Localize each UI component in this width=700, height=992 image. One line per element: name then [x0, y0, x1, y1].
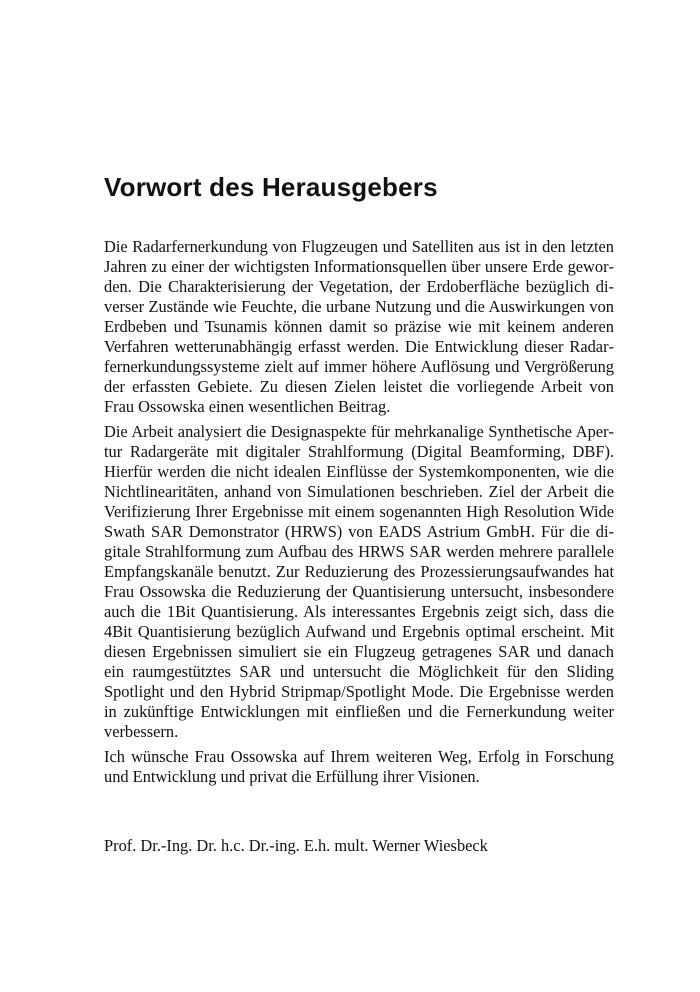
paragraph-wishes: Ich wünsche Frau Ossowska auf Ihrem weiteren Weg, Erfolg in Forschung und Entwicklung und privat die Erfüllung ihrer Visionen. — [104, 747, 614, 786]
paragraph-analysis: Die Arbeit analysiert die Designaspekte für mehrkanalige Synthetische Apertur Radargeräte mit digitaler Strahlformung (Digital Beamforming, DBF). Hierfür werden die nicht idealen Einflüsse der Systemkomponenten, wie die Nichtlinearitäten, anhand von Simulationen beschrieben. Ziel der Arbeit die Verifizierung Ihrer Ergebnisse mit einem sogenannten High Resolution Wide Swath SAR Demonstrator (HRWS) von EADS Astrium GmbH. Für die digitale Strahlformung zum Aufbau des HRWS SAR werden mehrere parallele Empfangskanäle benutzt. Zur Reduzierung des Prozessierungsaufwandes hat Frau Ossowska die Reduzierung der Quantisierung untersucht, insbesondere auch die 1Bit Quantisierung. Als interessantes Ergebnis zeigt sich, dass die 4Bit Quantisierung bezüglich Aufwand und Ergebnis optimal erscheint. Mit diesen Ergebnissen simuliert sie ein Flugzeug getragenes SAR und danach ein raumgestütztes SAR und untersucht die Möglichkeit für den Sliding Spotlight und den Hybrid Stripmap/Spotlight Mode. Die Ergebnisse werden in zukünftige Entwicklungen mit einfließen und die Fernerkundung weiter verbessern. — [104, 422, 614, 741]
author-signature: Prof. Dr.-Ing. Dr. h.c. Dr.-ing. E.h. mult. Werner Wiesbeck — [104, 836, 488, 855]
foreword-body — [104, 237, 614, 792]
paragraph-intro: Die Radarfernerkundung von Flugzeugen und Satelliten aus ist in den letzten Jahren zu einer der wichtigsten Informationsquellen über unsere Erde geworden. Die Charakterisierung der Vegetation, der Erdoberfläche bezüglich diverser Zustände wie Feuchte, die urbane Nutzung und die Auswirkungen von Erdbeben und Tsunamis können damit so präzise wie mit keinem anderen Verfahren wetterunabhängig erfasst werden. Die Entwicklung dieser Radarfernerkundungssysteme zielt auf immer höhere Auflösung und Vergrößerung der erfassten Gebiete. Zu diesen Zielen leistet die vorliegende Arbeit von Frau Ossowska einen wesentlichen Beitrag. — [104, 237, 614, 416]
page-title: Vorwort des Herausgebers — [104, 172, 438, 202]
